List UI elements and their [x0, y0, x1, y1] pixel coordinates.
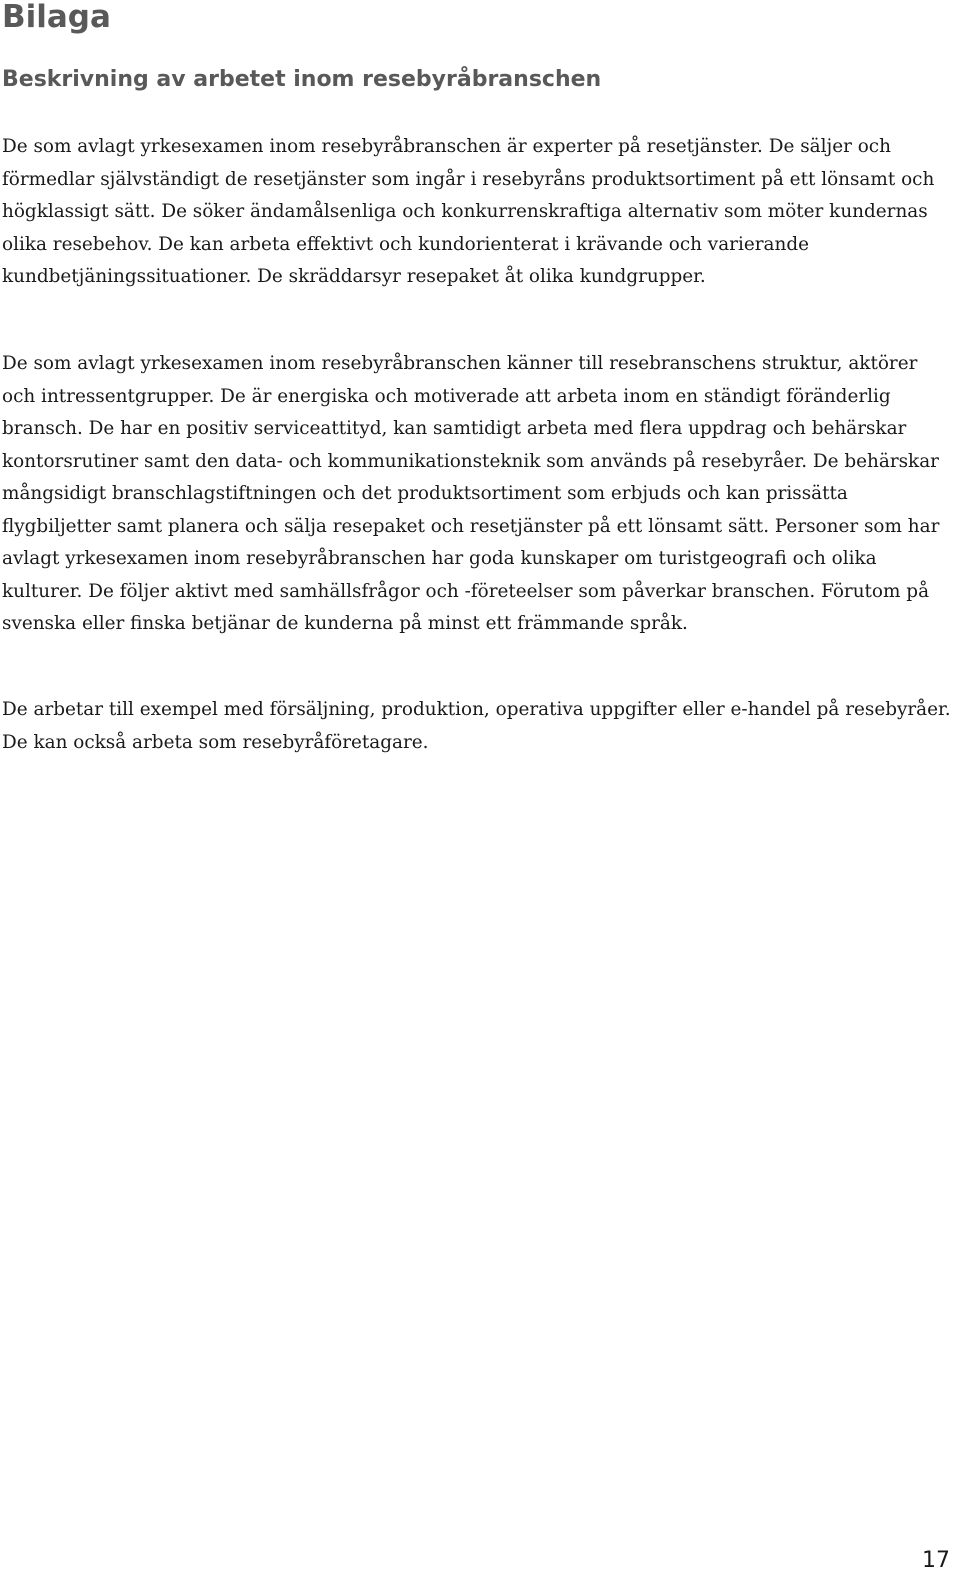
page-title: Bilaga: [2, 0, 111, 35]
page-number: 17: [922, 1548, 950, 1573]
paragraph-2: De som avlagt yrkesexamen inom resebyråbranschen känner till resebranschens struktur, aktörer och intressentgrupper. De är energiska och motiverade att arbeta inom en ständigt föränderlig bransch. De har en positiv serviceattityd, kan samtidigt arbeta med flera uppdrag och behärskar kontorsrutiner samt den data- och kommunikationsteknik som används på resebyråer. De behärskar mångsidigt branschlagstiftningen och det produktsortiment som erbjuds och kan prissätta flygbiljetter samt planera och sälja resepaket och resetjänster på ett lönsamt sätt. Personer som har avlagt yrkesexamen inom resebyråbranschen har goda kunskaper om turistgeografi och olika kulturer. De följer aktivt med samhällsfrågor och -företeelser som påverkar branschen. Förutom på svenska eller finska betjänar de kunderna på minst ett främmande språk.: [2, 353, 940, 634]
paragraph-3: De arbetar till exempel med försäljning, produktion, operativa uppgifter eller e-handel på resebyråer. De kan också arbeta som resebyråföretagare.: [2, 699, 951, 753]
section-heading: Beskrivning av arbetet inom resebyråbranschen: [2, 67, 602, 92]
paragraph-1: De som avlagt yrkesexamen inom resebyråbranschen är experter på resetjänster. De säljer och förmedlar självständigt de resetjänster som ingår i resebyråns produktsortiment på ett lönsamt och högklassigt sätt. De söker ändamålsenliga och konkurrenskraftiga alternativ som möter kundernas olika resebehov. De kan arbeta effektivt och kundorienterat i krävande och varierande kundbetjäningssituationer. De skräddarsyr resepaket åt olika kundgrupper.: [2, 136, 935, 287]
